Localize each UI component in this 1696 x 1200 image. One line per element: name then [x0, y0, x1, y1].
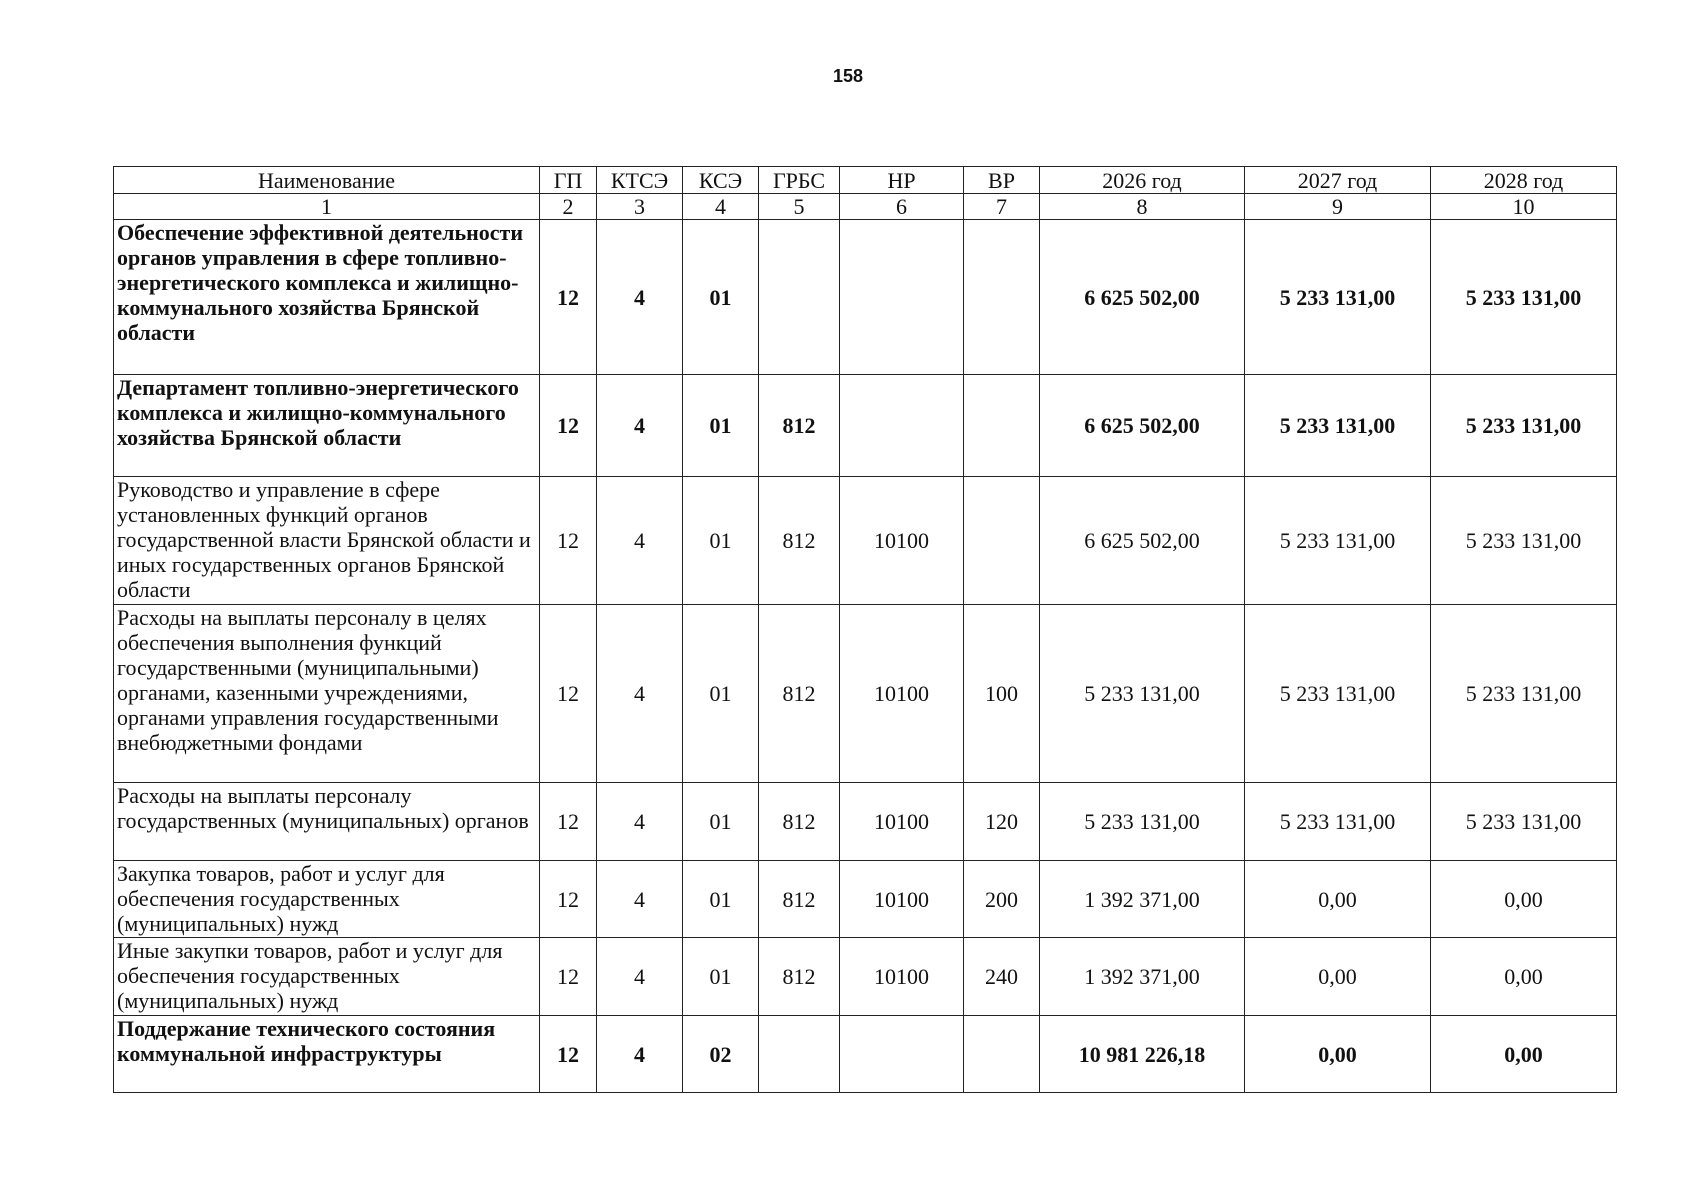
cell-2026: 5 233 131,00 [1040, 783, 1245, 861]
header-row [114, 167, 1617, 194]
cell-nr: 10100 [840, 938, 964, 1016]
cell-nr: 10100 [840, 861, 964, 938]
cell-2026: 1 392 371,00 [1040, 938, 1245, 1016]
cell-vr [964, 375, 1040, 477]
cell-nr [840, 375, 964, 477]
cell-kse: 01 [683, 375, 759, 477]
cell-name: Поддержание технического состояния коммунальной инфраструктуры [114, 1016, 540, 1093]
cell-name: Расходы на выплаты персоналу в целях обеспечения выполнения функций государственными (муниципальными) органами, казенными учреждениями, органами управления государственными внебюджетными фондами [114, 605, 540, 783]
header-ktse: КТСЭ [597, 167, 683, 194]
header-gp: ГП [540, 167, 597, 194]
cell-grbs: 812 [759, 861, 840, 938]
cell-vr: 120 [964, 783, 1040, 861]
header-name: Наименование [114, 167, 540, 194]
cell-2028: 0,00 [1431, 861, 1617, 938]
cell-2026: 1 392 371,00 [1040, 861, 1245, 938]
cell-name: Расходы на выплаты персоналу государственных (муниципальных) органов [114, 783, 540, 861]
header-kse: КСЭ [683, 167, 759, 194]
cell-2028: 5 233 131,00 [1431, 477, 1617, 605]
cell-gp: 12 [540, 605, 597, 783]
cell-grbs: 812 [759, 477, 840, 605]
cell-gp: 12 [540, 1016, 597, 1093]
header-2026: 2026 год [1040, 167, 1245, 194]
table-row [114, 375, 1617, 477]
cell-name: Обеспечение эффективной деятельности органов управления в сфере топливно-энергетического комплекса и жилищно-коммунального хозяйства Брянской области [114, 220, 540, 375]
cell-2028: 5 233 131,00 [1431, 783, 1617, 861]
table-row [114, 783, 1617, 861]
cell-gp: 12 [540, 220, 597, 375]
cell-ktse: 4 [597, 783, 683, 861]
cell-gp: 12 [540, 861, 597, 938]
cell-name: Руководство и управление в сфере установленных функций органов государственной власти Брянской области и иных государственных органов Брянской области [114, 477, 540, 605]
cell-2027: 0,00 [1245, 1016, 1431, 1093]
cell-2028: 5 233 131,00 [1431, 220, 1617, 375]
cell-2027: 5 233 131,00 [1245, 375, 1431, 477]
cell-grbs: 812 [759, 938, 840, 1016]
cell-2027: 0,00 [1245, 938, 1431, 1016]
cell-2028: 5 233 131,00 [1431, 605, 1617, 783]
cell-ktse: 4 [597, 1016, 683, 1093]
cell-grbs: 812 [759, 605, 840, 783]
cell-gp: 12 [540, 477, 597, 605]
cell-kse: 01 [683, 783, 759, 861]
cell-vr: 100 [964, 605, 1040, 783]
cell-ktse: 4 [597, 375, 683, 477]
cell-ktse: 4 [597, 861, 683, 938]
cell-vr [964, 220, 1040, 375]
table-row [114, 477, 1617, 605]
cell-kse: 01 [683, 938, 759, 1016]
cell-ktse: 4 [597, 220, 683, 375]
column-number: 8 [1040, 194, 1245, 220]
column-number: 1 [114, 194, 540, 220]
cell-2026: 10 981 226,18 [1040, 1016, 1245, 1093]
cell-2026: 5 233 131,00 [1040, 605, 1245, 783]
column-number: 2 [540, 194, 597, 220]
cell-kse: 01 [683, 220, 759, 375]
cell-2026: 6 625 502,00 [1040, 220, 1245, 375]
header-2027: 2027 год [1245, 167, 1431, 194]
cell-2027: 5 233 131,00 [1245, 605, 1431, 783]
cell-2028: 0,00 [1431, 1016, 1617, 1093]
page-number: 158 [832, 66, 864, 86]
cell-vr: 200 [964, 861, 1040, 938]
column-number: 9 [1245, 194, 1431, 220]
cell-gp: 12 [540, 938, 597, 1016]
cell-grbs: 812 [759, 375, 840, 477]
cell-nr [840, 220, 964, 375]
table-row [114, 861, 1617, 938]
cell-name: Департамент топливно-энергетического комплекса и жилищно-коммунального хозяйства Брянской области [114, 375, 540, 477]
table-row [114, 220, 1617, 375]
header-vr: ВР [964, 167, 1040, 194]
cell-2027: 0,00 [1245, 861, 1431, 938]
cell-vr [964, 477, 1040, 605]
column-number: 10 [1431, 194, 1617, 220]
cell-vr: 240 [964, 938, 1040, 1016]
cell-2028: 0,00 [1431, 938, 1617, 1016]
header-2028: 2028 год [1431, 167, 1617, 194]
cell-grbs: 812 [759, 783, 840, 861]
column-number: 3 [597, 194, 683, 220]
column-number: 7 [964, 194, 1040, 220]
table-row [114, 1016, 1617, 1093]
cell-2027: 5 233 131,00 [1245, 220, 1431, 375]
cell-grbs [759, 1016, 840, 1093]
cell-gp: 12 [540, 375, 597, 477]
cell-kse: 01 [683, 861, 759, 938]
column-number-row [114, 194, 1617, 220]
column-number: 4 [683, 194, 759, 220]
header-grbs: ГРБС [759, 167, 840, 194]
cell-nr [840, 1016, 964, 1093]
budget-table [113, 166, 1617, 1093]
column-number: 5 [759, 194, 840, 220]
cell-kse: 01 [683, 477, 759, 605]
cell-2026: 6 625 502,00 [1040, 477, 1245, 605]
cell-2028: 5 233 131,00 [1431, 375, 1617, 477]
cell-gp: 12 [540, 783, 597, 861]
cell-ktse: 4 [597, 605, 683, 783]
cell-kse: 02 [683, 1016, 759, 1093]
cell-kse: 01 [683, 605, 759, 783]
cell-2027: 5 233 131,00 [1245, 783, 1431, 861]
cell-vr [964, 1016, 1040, 1093]
table-row [114, 938, 1617, 1016]
cell-grbs [759, 220, 840, 375]
cell-nr: 10100 [840, 477, 964, 605]
table-row [114, 605, 1617, 783]
column-number: 6 [840, 194, 964, 220]
cell-ktse: 4 [597, 477, 683, 605]
header-nr: НР [840, 167, 964, 194]
cell-2027: 5 233 131,00 [1245, 477, 1431, 605]
cell-2026: 6 625 502,00 [1040, 375, 1245, 477]
cell-nr: 10100 [840, 605, 964, 783]
cell-ktse: 4 [597, 938, 683, 1016]
cell-name: Закупка товаров, работ и услуг для обеспечения государственных (муниципальных) нужд [114, 861, 540, 938]
cell-nr: 10100 [840, 783, 964, 861]
cell-name: Иные закупки товаров, работ и услуг для обеспечения государственных (муниципальных) нужд [114, 938, 540, 1016]
